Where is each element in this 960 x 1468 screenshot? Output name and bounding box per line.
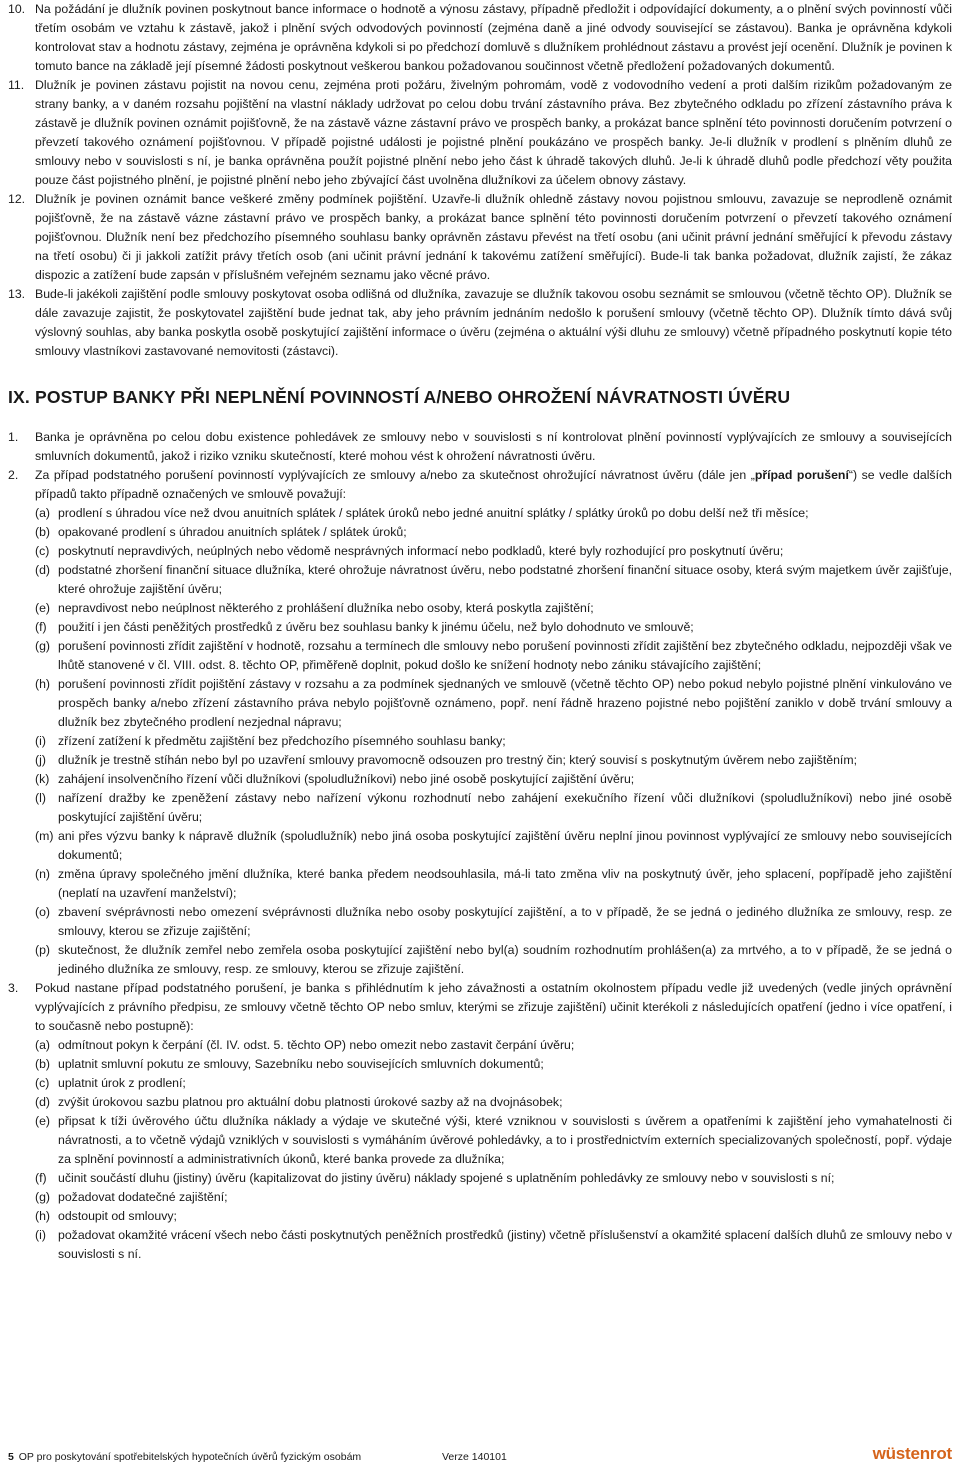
subitem-letter: (h) (35, 1209, 51, 1223)
subitem-text: prodlení s úhradou více než dvou anuitních splátek / splátek úroků nebo jedné anuitní splátky / splátky úroků po dobu delší než tři měsíce; (58, 506, 809, 520)
subitem-letter: (k) (35, 772, 50, 786)
subitem-letter: (b) (35, 1057, 51, 1071)
section-title: POSTUP BANKY PŘI NEPLNĚNÍ POVINNOSTÍ A/NEBO OHROŽENÍ NÁVRATNOSTI ÚVĚRU (35, 387, 791, 407)
subitem (35, 561, 952, 599)
item-text: Na požádání je dlužník povinen poskytnout bance informace o hodnotě a výnosu zástavy, případně předložit i odpovídající dokumenty, a o plnění svých povinností vůči třetím osobám ve vztahu k zástavě, jakož i plnění svých odvodových povinností (zejména daně a jiné odvody související se zástavou). Banka je oprávněna kdykoli kontrolovat stav a hodnotu zástavy, zejména je oprávněna kdykoli si po předchozí domluvě s dlužníkem prohlédnout zástavu a provést její ocenění. Dlužník je povinen k tomuto bance na základě její písemné žádosti poskytnout veškerou bankou požadovanou součinnost včetně předložení požadovaných dokumentů. (35, 2, 952, 73)
subitem-text: poskytnutí nepravdivých, neúplných nebo vědomě nesprávných informací nebo podkladů, které byly rozhodující pro poskytnutí úvěru; (58, 544, 784, 558)
subitem (35, 732, 952, 751)
subitem-letter: (f) (35, 620, 47, 634)
subitem-letter: (g) (35, 1190, 51, 1204)
subitem (35, 618, 952, 637)
subitem-letter: (d) (35, 1095, 51, 1109)
subitem (35, 865, 952, 903)
subitem-text: porušení povinnosti zřídit zajištění v hodnotě, rozsahu a termínech dle smlouvy nebo porušení povinnosti zřídit zajištění bez zbytečného odkladu, nejpozději však ve lhůtě stanovené v čl. VIII. odst. 8. těchto OP, přiměřeně doplnit, pokud došlo ke snížení hodnoty nebo zániku stávajícího zajištění; (58, 639, 952, 672)
item-number: 2. (8, 468, 19, 482)
subitem (35, 599, 952, 618)
item-intro: Pokud nastane případ podstatného porušení, je banka s přihlédnutím k jeho závažnosti a ostatním okolnostem případu vedle již uvedených (vedle jiných oprávnění vyplývajících z právního předpisu, ze smlouvy včetně těchto OP nebo smluv, kterými se zřizuje zajištění) učinit kterékoli z následujících opatření (jedno i více opatření, i to současně nebo postupně): (35, 981, 952, 1033)
subitem (35, 789, 952, 827)
subitem-letter: (f) (35, 1171, 47, 1185)
item-number: 11. (8, 78, 25, 92)
item-number: 3. (8, 981, 19, 995)
subitem-text: zahájení insolvenčního řízení vůči dlužníkovi (spoludlužníkovi) nebo jiné osobě poskytující zajištění úvěru; (58, 772, 635, 786)
item-number: 10. (8, 2, 26, 16)
subitem-text: učinit součástí dluhu (jistiny) úvěru (kapitalizovat do jistiny úvěru) náklady spojené s uplatněním pohledávky ze smlouvy nebo v souvislosti s ní; (58, 1171, 835, 1185)
subitem (35, 1055, 952, 1074)
subitem-letter: (a) (35, 1038, 51, 1052)
subitem-letter: (p) (35, 943, 51, 957)
subitem (35, 941, 952, 979)
subitem (35, 542, 952, 561)
section-number: IX. (8, 387, 30, 407)
article-item-3 (8, 979, 952, 1264)
article-item-12 (8, 190, 952, 285)
subitem-letter: (i) (35, 734, 46, 748)
item-text: Bude-li jakékoli zajištění podle smlouvy poskytovat osoba odlišná od dlužníka, zavazuje se dlužník takovou osobu seznámit se smlouvou (včetně těchto OP). Dlužník se dále zavazuje zajistit, že poskytovatel zajištění bude jednat tak, aby jeho právním jednáním nedošlo k porušení smlouvy (včetně těchto OP). Dlužník tímto dává svůj výslovný souhlas, aby banka poskytla osobě poskytující zajištění informace o úvěru (zejména o aktuální výši dluhu ze smlouvy) včetně případného poskytnutí kopie této smlouvy vlastníkovi zastavované nemovitosti (zástavci). (35, 287, 952, 358)
subitem-text: zvýšit úrokovou sazbu platnou pro aktuální dobu platnosti úrokové sazby až na dvojnásobek; (58, 1095, 563, 1109)
subitem-letter: (c) (35, 544, 50, 558)
document-body (8, 0, 952, 1264)
subitem-text: skutečnost, že dlužník zemřel nebo zemřela osoba poskytující zajištění nebo byl(a) soudním rozhodnutím prohlášen(a) za mrtvého, a to v případě, že se jedná o jediného dlužníka ze smlouvy, resp. ze smlouvy, kterou se zřizuje zajištění. (58, 943, 952, 976)
subitem-text: odstoupit od smlouvy; (58, 1209, 177, 1223)
subitem-letter: (o) (35, 905, 51, 919)
subitem-text: podstatné zhoršení finanční situace dlužníka, které ohrožuje návratnost úvěru, nebo podstatné zhoršení finanční situace osoby, která svým majetkem úvěr zajišťuje, které ohrožuje zajištění úvěru; (58, 563, 952, 596)
subitem (35, 1169, 952, 1188)
subitem (35, 770, 952, 789)
footer-title: OP pro poskytování spotřebitelských hypotečních úvěrů fyzickým osobám (18, 1451, 362, 1463)
subitem (35, 1226, 952, 1264)
subitem (35, 1207, 952, 1226)
subitem (35, 903, 952, 941)
subitem-text: připsat k tíži úvěrového účtu dlužníka náklady a výdaje ve skutečné výši, které vzniknou v souvislosti s úvěrem a opatřeními k zajištění jeho vymahatelnosti či návratnosti, a to včetně výdajů vzniklých v souvislosti s vymáháním úvěrové pohledávky, a to i prostřednictvím externích specializovaných společností, popř. výdaje za splnění povinností a administrativních úkonů, které banka provede za dlužníka; (58, 1114, 952, 1166)
section-heading (8, 386, 952, 408)
defined-term: případ porušení (754, 468, 849, 482)
subitem-text: uplatnit úrok z prodlení; (58, 1076, 186, 1090)
subitem-text: dlužník je trestně stíhán nebo byl po uzavření smlouvy pravomocně odsouzen pro trestný čin; který souvisí s poskytnutým úvěrem nebo zajištěním; (58, 753, 858, 767)
subitem (35, 504, 952, 523)
subitem-text: ani přes výzvu banky k nápravě dlužník (spoludlužník) nebo jiná osoba poskytující zajištění úvěru neplní jinou povinnost vyplývající ze smlouvy nebo souvisejících dokumentů; (58, 829, 952, 862)
subitem-text: změna úpravy společného jmění dlužníka, které banka předem neodsouhlasila, má-li tato změna vliv na poskytnutý úvěr, jeho splacení, popřípadě jeho zajištění (neplatí na uzavření manželství); (58, 867, 952, 900)
subitem-letter: (g) (35, 639, 51, 653)
article-item-11 (8, 76, 952, 190)
subitem (35, 523, 952, 542)
item-content (35, 979, 952, 1264)
item-text: Dlužník je povinen zástavu pojistit na novou cenu, zejména proti požáru, živelným pohromám, vodě z vodovodního vedení a proti dalším rizikům požadovaným ze strany banky, a v daném rozsahu pojištění na vlastní náklady udržovat po celou dobu trvání zástavního práva. Bez zbytečného odkladu po zřízení zástavního práva k zástavě je dlužník povinen oznámit pojišťovně, že na zástavě vázne zástavní právo ve prospěch banky, a prokázat bance splnění této povinnosti doručením potvrzení o převzetí takového oznámení pojišťovnou. V případě pojistné události je pojistné plnění poukázáno ve prospěch banky. Je-li dlužník v prodlení s plněním dluhů ze smlouvy nebo v souvislosti s ní, je banka oprávněna použít pojistné plnění nebo jeho část k úhradě takových dluhů. Je-li k úhradě dluhů podle předchozí věty použita pouze část pojistného plnění, je pojistné plnění nebo jeho zbývající část uvolněna dlužníkovi za účelem obnovy zástavy. (35, 78, 952, 187)
subitem-letter: (e) (35, 601, 51, 615)
subitem-text: požadovat okamžité vrácení všech nebo části poskytnutých peněžních prostředků (jistiny) včetně příslušenství a okamžité splacení dalších dluhů ze smlouvy nebo v souvislosti s ní. (58, 1228, 952, 1261)
subitem-text: zřízení zatížení k předmětu zajištění bez předchozího písemného souhlasu banky; (58, 734, 506, 748)
subitem (35, 1093, 952, 1112)
page-footer (8, 1450, 952, 1464)
subitem-text: uplatnit smluvní pokutu ze smlouvy, Sazebníku nebo souvisejících smluvních dokumentů; (58, 1057, 544, 1071)
item-text: Dlužník je povinen oznámit bance veškeré změny podmínek pojištění. Uzavře-li dlužník ohledně zástavy novou pojistnou smlouvu, zavazuje se neprodleně oznámit pojišťovně, že na zástavě vázne zástavní právo ve prospěch banky, a prokázat bance splnění této povinnosti doručením potvrzení o převzetí takového oznámení pojišťovnou. Dlužník není bez předchozího písemného souhlasu banky oprávněn zástavu převést na třetí osobu (ani učinit právní jednání směřující k převodu zástavy na třetí osobu) či ji jakkoli zatížit právy třetích osob (ani učinit právní jednání k takovému zatížení směřující). Bude-li tak banka požadovat, dlužník zajistí, že zákaz dispozic a zatížení bude zapsán v příslušném veřejném seznamu jako věcné právo. (35, 192, 952, 282)
subitem-letter: (h) (35, 677, 51, 691)
subitem-letter: (j) (35, 753, 46, 767)
subitem (35, 751, 952, 770)
subitem-text: odmítnout pokyn k čerpání (čl. IV. odst. 5. těchto OP) nebo omezit nebo zastavit čerpání úvěru; (58, 1038, 575, 1052)
page-number: 5 (8, 1451, 14, 1463)
subitem-text: nařízení dražby ke zpeněžení zástavy nebo nařízení výkonu rozhodnutí nebo zahájení exekučního řízení vůči dlužníkovi (spoludlužníkovi) nebo jiné osobě poskytující zajištění úvěru; (58, 791, 952, 824)
article-item-10 (8, 0, 952, 76)
subitem-letter: (c) (35, 1076, 50, 1090)
subitem-list (35, 1036, 952, 1264)
item-number: 12. (8, 192, 26, 206)
item-text-after: “) se vedle dalších případů takto případně označených ve smlouvě považují: (35, 468, 952, 501)
subitem (35, 1036, 952, 1055)
subitem-text: zbavení svéprávnosti nebo omezení svéprávnosti dlužníka nebo osoby poskytující zajištění, a to v případě, že se jedná o jediného dlužníka ze smlouvy, resp. ze smlouvy, kterou se zřizuje zajištění; (58, 905, 952, 938)
subitem (35, 1188, 952, 1207)
subitem-letter: (e) (35, 1114, 51, 1128)
article-item-2 (8, 466, 952, 979)
subitem-letter: (i) (35, 1228, 46, 1242)
subitem-letter: (b) (35, 525, 51, 539)
subitem-letter: (n) (35, 867, 51, 881)
subitem (35, 675, 952, 732)
subitem (35, 827, 952, 865)
subitem-text: opakované prodlení s úhradou anuitních splátek / splátek úroků; (58, 525, 407, 539)
subitem-text: porušení povinnosti zřídit pojištění zástavy v rozsahu a za podmínek sjednaných ve smlouvě (včetně těchto OP) nebo pokud nebylo pojistné plnění vinkulováno ve prospěch banky a/nebo zřízení zástavního práva nebylo pojišťovně oznámeno, popř. není řádně hrazeno pojistné nebo pojištění zaniklo v době trvání smlouvy a dlužník bez zbytečného prodlení nezjednal nápravu; (58, 677, 952, 729)
item-number: 1. (8, 430, 19, 444)
footer-version: Verze 140101 (442, 1451, 507, 1463)
subitem-text: použití i jen části peněžitých prostředků z úvěru bez souhlasu banky k jinému účelu, než bylo dohodnuto ve smlouvě; (58, 620, 694, 634)
item-content (35, 466, 952, 979)
article-item-1 (8, 428, 952, 466)
subitem-letter: (m) (35, 829, 54, 843)
subitem (35, 1074, 952, 1093)
subitem-letter: (d) (35, 563, 51, 577)
wustenrot-logo: wüstenrot (872, 1444, 952, 1463)
item-intro (35, 466, 952, 504)
item-text: Banka je oprávněna po celou dobu existence pohledávek ze smlouvy nebo v souvislosti s ní kontrolovat plnění povinností vyplývajících ze smlouvy a souvisejících smluvních dokumentů, jakož i riziko vzniku skutečností, které mohou vést k ohrožení návratnosti úvěru. (35, 430, 952, 463)
subitem-text: nepravdivost nebo neúplnost některého z prohlášení dlužníka nebo osoby, která poskytla zajištění; (58, 601, 594, 615)
subitem-letter: (l) (35, 791, 46, 805)
subitem-list (35, 504, 952, 979)
subitem (35, 637, 952, 675)
article-item-13 (8, 285, 952, 361)
subitem (35, 1112, 952, 1169)
subitem-text: požadovat dodatečné zajištění; (58, 1190, 228, 1204)
item-number: 13. (8, 287, 26, 301)
subitem-letter: (a) (35, 506, 51, 520)
item-text-before: Za případ podstatného porušení povinností vyplývajících ze smlouvy a/nebo za skutečnost ohrožující návratnost úvěru (dále jen „ (35, 468, 755, 482)
